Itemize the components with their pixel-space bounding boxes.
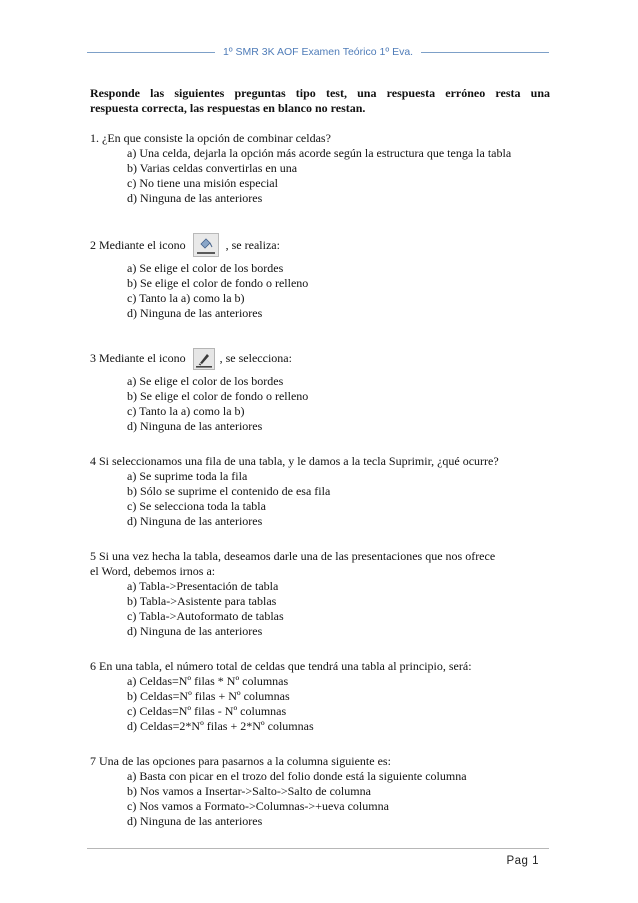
option-d: d) Ninguna de las anteriores: [127, 191, 263, 205]
option-b: b) Sólo se suprime el contenido de esa fila: [127, 484, 331, 498]
question-4: [90, 454, 550, 529]
option-c: c) No tiene una misión especial: [127, 176, 278, 190]
question-prompt: [90, 348, 550, 374]
option-b: b) Se elige el color de fondo o relleno: [127, 276, 309, 290]
option-b: b) Varias celdas convertirlas en una: [127, 161, 298, 175]
option-b: b) Tabla->Asistente para tablas: [127, 594, 277, 608]
option-a: a) Se suprime toda la fila: [127, 469, 248, 483]
option-b: b) Se elige el color de fondo o relleno: [127, 389, 309, 403]
option-a: a) Celdas=Nº filas * Nº columnas: [127, 674, 289, 688]
option-list: [90, 674, 550, 734]
header-title: 1º SMR 3K AOF Examen Teórico 1º Eva.: [222, 46, 414, 58]
border-color-icon: [193, 233, 219, 261]
header-rule-right: [421, 52, 549, 53]
header-rule-left: [87, 52, 215, 53]
instructions-line-2: respuesta correcta, las respuestas en blanco no restan.: [90, 101, 366, 115]
page-number: Pag 1: [506, 855, 539, 867]
question-5: [90, 549, 550, 639]
pen-icon: [193, 348, 215, 374]
option-d: d) Ninguna de las anteriores: [127, 624, 263, 638]
exam-body: [90, 86, 550, 849]
question-prompt: 6 En una tabla, el número total de celdas que tendrá una tabla al principio, será:: [90, 659, 472, 673]
page-footer: [87, 848, 549, 867]
option-a: a) Tabla->Presentación de tabla: [127, 579, 279, 593]
option-a: a) Se elige el color de los bordes: [127, 261, 284, 275]
instructions-line-1: Responde las siguientes preguntas tipo test, una respuesta erróneo resta una: [90, 86, 550, 100]
option-list: [90, 469, 550, 529]
option-a: a) Una celda, dejarla la opción más acorde según la estructura que tenga la tabla: [127, 146, 512, 160]
option-list: [90, 579, 550, 639]
option-d: d) Celdas=2*Nº filas + 2*Nº columnas: [127, 719, 314, 733]
question-7: [90, 754, 550, 829]
question-prompt: 5 Si una vez hecha la tabla, deseamos darle una de las presentaciones que nos ofrece el Word, debemos irnos a:: [90, 549, 496, 578]
prompt-after-icon: , se realiza:: [225, 238, 280, 252]
question-prompt: 1. ¿En que consiste la opción de combinar celdas?: [90, 131, 331, 145]
option-d: d) Ninguna de las anteriores: [127, 419, 263, 433]
prompt-before-icon: 3 Mediante el icono: [90, 351, 186, 365]
option-c: c) Tanto la a) como la b): [127, 291, 245, 305]
option-a: a) Basta con picar en el trozo del folio donde está la siguiente columna: [127, 769, 467, 783]
question-6: [90, 659, 550, 734]
option-a: a) Se elige el color de los bordes: [127, 374, 284, 388]
question-2: [90, 233, 550, 321]
option-list: [90, 374, 550, 434]
prompt-before-icon: 2 Mediante el icono: [90, 238, 186, 252]
question-prompt: [90, 233, 550, 261]
option-c: c) Celdas=Nº filas - Nº columnas: [127, 704, 287, 718]
option-b: b) Celdas=Nº filas + Nº columnas: [127, 689, 290, 703]
option-c: c) Se selecciona toda la tabla: [127, 499, 266, 513]
question-prompt: 7 Una de las opciones para pasarnos a la columna siguiente es:: [90, 754, 391, 768]
option-c: c) Nos vamos a Formato->Columnas->+ueva columna: [127, 799, 389, 813]
prompt-after-icon: , se selecciona:: [219, 351, 292, 365]
option-b: b) Nos vamos a Insertar->Salto->Salto de columna: [127, 784, 371, 798]
question-3: [90, 348, 550, 434]
option-c: c) Tabla->Autoformato de tablas: [127, 609, 284, 623]
option-d: d) Ninguna de las anteriores: [127, 514, 263, 528]
instructions: [90, 86, 550, 116]
option-c: c) Tanto la a) como la b): [127, 404, 245, 418]
question-prompt: 4 Si seleccionamos una fila de una tabla, y le damos a la tecla Suprimir, ¿qué ocurre?: [90, 454, 499, 468]
option-list: [90, 146, 550, 206]
option-d: d) Ninguna de las anteriores: [127, 814, 263, 828]
option-list: [90, 769, 550, 829]
question-1: [90, 131, 550, 206]
option-list: [90, 261, 550, 321]
option-d: d) Ninguna de las anteriores: [127, 306, 263, 320]
page-header: [87, 44, 549, 60]
